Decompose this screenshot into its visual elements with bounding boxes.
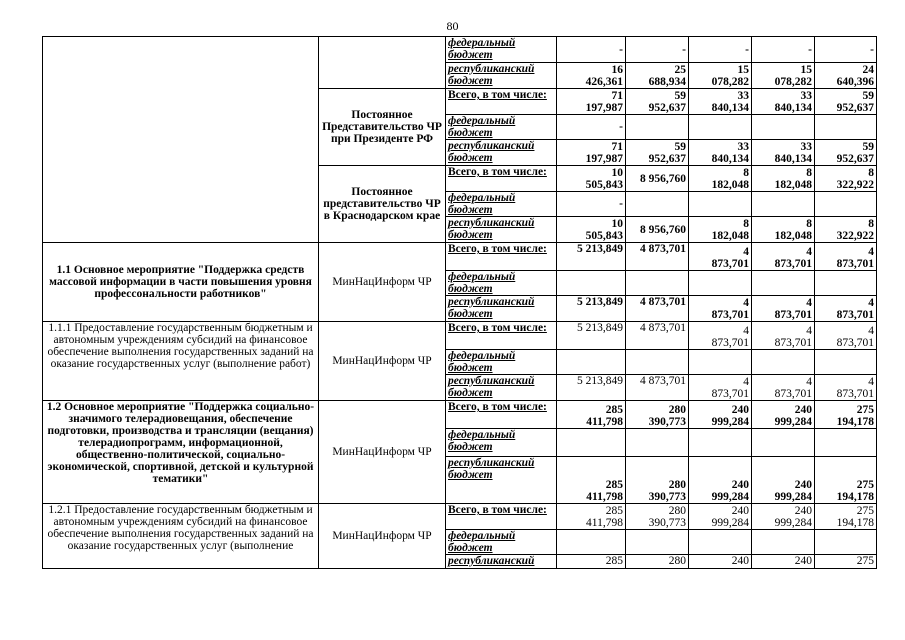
amount-part: 240: [794, 479, 812, 491]
amount-cell: 5 213,849: [557, 375, 626, 401]
amount-part: 240: [794, 404, 812, 416]
amount-cell: [689, 166, 752, 192]
amount-part: 952,637: [836, 102, 874, 114]
amount-part: 240: [731, 479, 749, 491]
amount-cell: [752, 350, 815, 375]
amount-cell: [815, 140, 877, 166]
amount-part: 10: [611, 167, 623, 179]
amount-cell: [815, 217, 877, 243]
amount-part: 873,701: [836, 388, 874, 400]
amount-part: 4: [868, 246, 874, 258]
amount-part: 8: [868, 167, 874, 179]
amount-cell: [626, 89, 689, 115]
amount-part: 688,934: [648, 76, 686, 88]
amount-cell: [557, 504, 626, 530]
amount-part: 197,987: [585, 102, 623, 114]
funding-source-cell: федеральный бюджет: [446, 37, 557, 63]
amount-part: 182,048: [711, 230, 749, 242]
amount-part: 873,701: [711, 258, 749, 270]
amount-part: 182,048: [774, 230, 812, 242]
funding-source-cell: Всего, в том числе:: [446, 166, 557, 192]
amount-part: 275: [856, 505, 874, 517]
amount-cell: [752, 192, 815, 217]
amount-part: 194,178: [836, 491, 874, 503]
amount-part: 71: [611, 141, 623, 153]
activity-name-cell: 1.2.1 Предоставление государственным бюджетным и автономным учреждениям субсидий на финансовое обеспечение выполнения государственных заданий на оказание государственных услуг (выполнение: [43, 504, 319, 569]
funding-source-cell: республиканский бюджет: [446, 296, 557, 322]
amount-cell: [752, 322, 815, 350]
funding-source-cell: республиканский бюджет: [446, 217, 557, 243]
funding-source-cell: республиканский: [446, 555, 557, 569]
funding-source-cell: Всего, в том числе:: [446, 89, 557, 115]
amount-cell: [752, 243, 815, 271]
amount-cell: [752, 89, 815, 115]
amount-part: 33: [737, 141, 749, 153]
amount-cell: 5 213,849: [557, 296, 626, 322]
amount-cell: -: [689, 37, 752, 63]
amount-cell: -: [626, 37, 689, 63]
amount-cell: [626, 457, 689, 504]
amount-part: 33: [800, 141, 812, 153]
amount-cell: [752, 140, 815, 166]
amount-cell: [815, 271, 877, 296]
amount-cell: [689, 322, 752, 350]
amount-part: 280: [668, 505, 686, 517]
amount-cell: [815, 166, 877, 192]
amount-cell: [626, 192, 689, 217]
funding-source-cell: федеральный бюджет: [446, 115, 557, 140]
amount-cell: [689, 457, 752, 504]
amount-part: 4: [806, 325, 812, 337]
amount-cell: [689, 89, 752, 115]
executor-cell: МинНацИнформ ЧР: [319, 504, 446, 569]
budget-table: [42, 36, 877, 569]
amount-cell: [689, 350, 752, 375]
amount-cell: [689, 530, 752, 555]
executor-cell: МинНацИнформ ЧР: [319, 243, 446, 322]
amount-cell: [815, 350, 877, 375]
amount-part: 4: [806, 246, 812, 258]
amount-cell: 4 873,701: [626, 375, 689, 401]
amount-cell: [815, 457, 877, 504]
amount-part: 33: [737, 90, 749, 102]
amount-part: 25: [674, 64, 686, 76]
amount-part: 16: [611, 64, 623, 76]
amount-cell: [815, 296, 877, 322]
table-row: [43, 401, 877, 429]
executor-cell: Постоянное представительство ЧР в Краснодарском крае: [319, 166, 446, 243]
amount-cell: -: [557, 192, 626, 217]
amount-part: 182,048: [774, 179, 812, 191]
amount-part: 285: [605, 404, 623, 416]
amount-cell: [815, 401, 877, 429]
amount-cell: [689, 243, 752, 271]
amount-part: 240: [731, 404, 749, 416]
table-row: [43, 243, 877, 271]
amount-cell: [752, 429, 815, 457]
amount-part: 390,773: [648, 416, 686, 428]
amount-part: 240: [731, 505, 749, 517]
executor-cell: МинНацИнформ ЧР: [319, 322, 446, 401]
amount-part: 873,701: [836, 309, 874, 321]
amount-cell: -: [557, 37, 626, 63]
amount-part: 8: [743, 167, 749, 179]
activity-name-cell: [43, 37, 319, 243]
amount-part: 4: [743, 325, 749, 337]
amount-cell: [557, 166, 626, 192]
amount-part: 873,701: [774, 258, 812, 270]
amount-cell: [689, 63, 752, 89]
amount-part: 411,798: [586, 416, 623, 428]
amount-cell: [752, 401, 815, 429]
amount-part: 999,284: [774, 416, 812, 428]
amount-part: 275: [856, 404, 874, 416]
amount-cell: [557, 217, 626, 243]
amount-part: 952,637: [648, 153, 686, 165]
amount-cell: [815, 192, 877, 217]
amount-part: 322,922: [836, 230, 874, 242]
amount-part: 873,701: [774, 388, 812, 400]
funding-source-cell: республиканский бюджет: [446, 63, 557, 89]
amount-cell: [626, 401, 689, 429]
amount-cell: 4 873,701: [626, 322, 689, 350]
amount-cell: 285: [557, 555, 626, 569]
amount-part: 280: [668, 404, 686, 416]
page-number: 80: [446, 19, 459, 33]
amount-part: 71: [611, 90, 623, 102]
amount-cell: [752, 63, 815, 89]
amount-part: 640,396: [836, 76, 874, 88]
amount-part: 390,773: [648, 491, 686, 503]
amount-cell: [689, 115, 752, 140]
amount-part: 952,637: [648, 102, 686, 114]
amount-cell: [557, 63, 626, 89]
amount-cell: [689, 271, 752, 296]
amount-cell: [752, 504, 815, 530]
amount-cell: 240: [752, 555, 815, 569]
amount-cell: [557, 401, 626, 429]
amount-cell: 240: [689, 555, 752, 569]
amount-part: 078,282: [774, 76, 812, 88]
amount-part: 15: [800, 64, 812, 76]
amount-part: 952,637: [836, 153, 874, 165]
amount-part: 8: [806, 218, 812, 230]
funding-source-cell: федеральный бюджет: [446, 530, 557, 555]
amount-cell: 4 873,701: [626, 243, 689, 271]
amount-part: 999,284: [711, 517, 749, 529]
activity-name-cell: 1.1 Основное мероприятие "Поддержка средств массовой информации в части повышения уровня профессональности работников": [43, 243, 319, 322]
amount-cell: -: [815, 37, 877, 63]
amount-part: 8: [806, 167, 812, 179]
amount-part: 8: [868, 218, 874, 230]
amount-part: 280: [668, 479, 686, 491]
amount-cell: [752, 166, 815, 192]
amount-cell: [557, 350, 626, 375]
amount-cell: 5 213,849: [557, 243, 626, 271]
activity-name-cell: 1.1.1 Предоставление государственным бюджетным и автономным учреждениям субсидий на финансовое обеспечение выполнения государственных заданий на оказание государственных услуг (выполнение работ): [43, 322, 319, 401]
amount-cell: [626, 63, 689, 89]
amount-cell: [689, 192, 752, 217]
amount-part: 840,134: [711, 102, 749, 114]
amount-part: 182,048: [711, 179, 749, 191]
executor-cell: МинНацИнформ ЧР: [319, 401, 446, 504]
amount-part: 873,701: [774, 309, 812, 321]
funding-source-cell: республиканский бюджет: [446, 375, 557, 401]
amount-cell: [626, 271, 689, 296]
activity-name-cell: 1.2 Основное мероприятие "Поддержка социально-значимого телерадиовещания, обеспечение подготовки, производства и трансляции (вещания) телерадиопрограмм, информационной, общественно-политической, социально-экономической, спортивной, детской и культурной тематики": [43, 401, 319, 504]
amount-cell: [815, 322, 877, 350]
amount-cell: [689, 217, 752, 243]
amount-cell: [752, 271, 815, 296]
amount-part: 505,843: [585, 179, 623, 191]
amount-part: 197,987: [585, 153, 623, 165]
funding-source-cell: федеральный бюджет: [446, 271, 557, 296]
amount-part: 840,134: [774, 153, 812, 165]
amount-part: 999,284: [774, 491, 812, 503]
table-row: [43, 37, 877, 63]
amount-part: 285: [605, 479, 623, 491]
amount-cell: [626, 530, 689, 555]
amount-part: 873,701: [774, 337, 812, 349]
amount-cell: [815, 504, 877, 530]
amount-cell: [626, 115, 689, 140]
amount-cell: [689, 401, 752, 429]
amount-part: 4: [743, 246, 749, 258]
amount-part: 4: [743, 297, 749, 309]
amount-cell: [557, 271, 626, 296]
amount-cell: [752, 217, 815, 243]
amount-cell: 4 873,701: [626, 296, 689, 322]
amount-cell: [815, 375, 877, 401]
amount-part: 194,178: [836, 416, 874, 428]
amount-part: 411,798: [586, 517, 623, 529]
amount-part: 078,282: [711, 76, 749, 88]
amount-cell: [752, 530, 815, 555]
amount-part: 4: [806, 297, 812, 309]
amount-cell: [815, 89, 877, 115]
amount-cell: [557, 140, 626, 166]
amount-part: 4: [868, 325, 874, 337]
amount-cell: -: [752, 37, 815, 63]
amount-part: 873,701: [711, 309, 749, 321]
amount-part: 999,284: [774, 517, 812, 529]
amount-cell: 5 213,849: [557, 322, 626, 350]
amount-part: 275: [856, 479, 874, 491]
funding-source-cell: федеральный бюджет: [446, 192, 557, 217]
amount-part: 33: [800, 90, 812, 102]
amount-cell: [815, 530, 877, 555]
amount-cell: [689, 140, 752, 166]
amount-part: 999,284: [711, 491, 749, 503]
amount-cell: 280: [626, 555, 689, 569]
amount-cell: [815, 115, 877, 140]
table-row: [43, 504, 877, 530]
executor-cell: Постоянное Представительство ЧР при Президенте РФ: [319, 89, 446, 166]
executor-cell: [319, 37, 446, 89]
amount-cell: [815, 243, 877, 271]
amount-part: 390,773: [648, 517, 686, 529]
amount-cell: [752, 115, 815, 140]
amount-cell: [689, 375, 752, 401]
amount-part: 285: [605, 505, 623, 517]
amount-cell: 8 956,760: [626, 166, 689, 192]
amount-part: 426,361: [585, 76, 623, 88]
amount-part: 873,701: [836, 258, 874, 270]
funding-source-cell: Всего, в том числе:: [446, 504, 557, 530]
amount-cell: [557, 429, 626, 457]
amount-part: 15: [737, 64, 749, 76]
funding-source-cell: Всего, в том числе:: [446, 401, 557, 429]
amount-cell: [752, 457, 815, 504]
amount-part: 59: [674, 141, 686, 153]
amount-cell: [626, 504, 689, 530]
amount-part: 840,134: [711, 153, 749, 165]
amount-cell: [689, 296, 752, 322]
amount-cell: 8 956,760: [626, 217, 689, 243]
amount-cell: [752, 375, 815, 401]
amount-part: 8: [743, 218, 749, 230]
amount-cell: [689, 504, 752, 530]
funding-source-cell: республиканский бюджет: [446, 457, 557, 504]
amount-cell: [689, 429, 752, 457]
amount-cell: [626, 429, 689, 457]
amount-cell: 275: [815, 555, 877, 569]
amount-cell: [626, 350, 689, 375]
amount-cell: [752, 296, 815, 322]
amount-part: 873,701: [711, 337, 749, 349]
amount-part: 505,843: [585, 230, 623, 242]
amount-part: 411,798: [586, 491, 623, 503]
amount-cell: [815, 429, 877, 457]
amount-part: 59: [862, 141, 874, 153]
amount-part: 4: [743, 376, 749, 388]
amount-part: 873,701: [711, 388, 749, 400]
funding-source-cell: Всего, в том числе:: [446, 243, 557, 271]
amount-cell: [557, 530, 626, 555]
funding-source-cell: федеральный бюджет: [446, 350, 557, 375]
amount-part: 59: [862, 90, 874, 102]
amount-part: 4: [806, 376, 812, 388]
amount-part: 240: [794, 505, 812, 517]
amount-part: 322,922: [836, 179, 874, 191]
amount-part: 840,134: [774, 102, 812, 114]
table-row: [43, 322, 877, 350]
amount-part: 4: [868, 376, 874, 388]
amount-part: 999,284: [711, 416, 749, 428]
funding-source-cell: Всего, в том числе:: [446, 322, 557, 350]
amount-cell: [557, 457, 626, 504]
amount-part: 59: [674, 90, 686, 102]
amount-part: 194,178: [836, 517, 874, 529]
amount-cell: -: [557, 115, 626, 140]
amount-cell: [815, 63, 877, 89]
amount-cell: [626, 140, 689, 166]
amount-part: 4: [868, 297, 874, 309]
funding-source-cell: федеральный бюджет: [446, 429, 557, 457]
funding-source-cell: республиканский бюджет: [446, 140, 557, 166]
amount-part: 24: [862, 64, 874, 76]
amount-part: 10: [611, 218, 623, 230]
amount-cell: [557, 89, 626, 115]
amount-part: 873,701: [836, 337, 874, 349]
